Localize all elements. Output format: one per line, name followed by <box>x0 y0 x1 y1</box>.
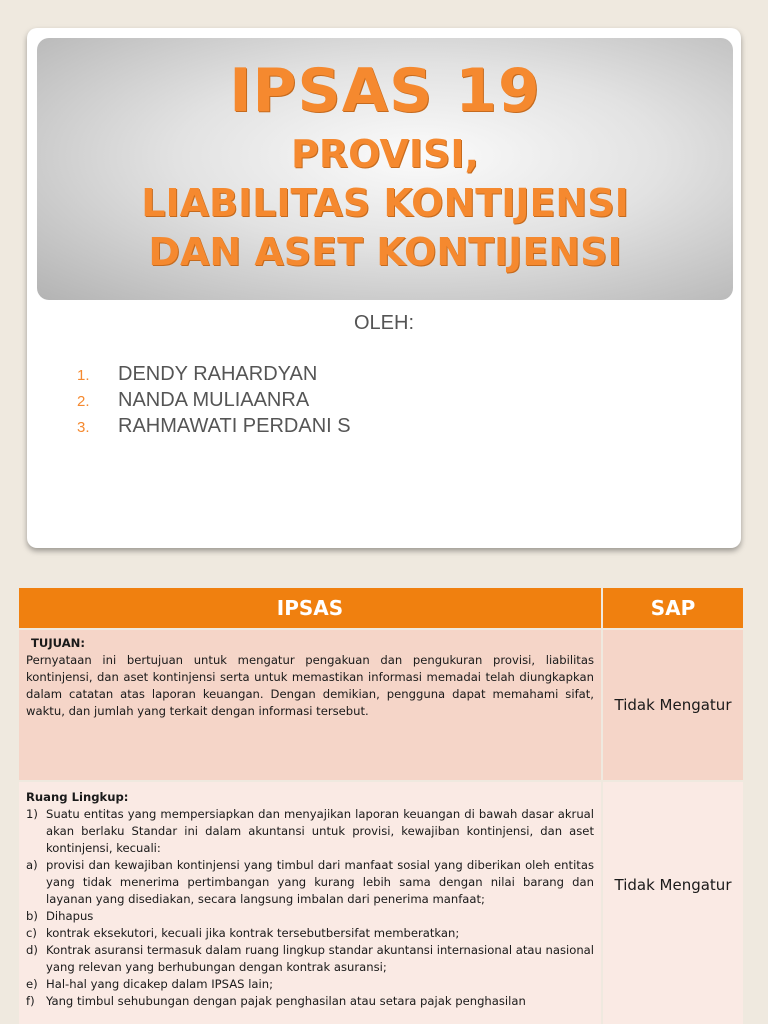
item-text: Dihapus <box>46 909 94 923</box>
scope-list <box>26 806 594 1010</box>
comparison-table <box>19 588 743 1024</box>
list-item <box>26 925 594 942</box>
title-banner <box>37 38 733 300</box>
table-row <box>19 630 743 780</box>
list-item <box>26 908 594 925</box>
author-number: 2. <box>77 393 90 410</box>
header-sap: SAP <box>603 588 743 628</box>
ipsas-cell <box>19 630 601 780</box>
sap-cell <box>603 782 743 1024</box>
author-item <box>77 387 351 413</box>
header-ipsas: IPSAS <box>19 588 601 628</box>
item-label: f) <box>26 994 35 1008</box>
item-label: 1) <box>26 807 38 821</box>
sap-value: Tidak Mengatur <box>614 876 732 894</box>
subtitle-line: DAN ASET KONTIJENSI <box>148 230 622 274</box>
sap-value: Tidak Mengatur <box>614 696 732 714</box>
item-label: b) <box>26 909 38 923</box>
list-item <box>26 806 594 857</box>
row-heading: TUJUAN: <box>31 636 86 650</box>
item-text: Suatu entitas yang mempersiapkan dan menyajikan laporan keuangan di bawah dasar akrual akan berlaku Standar ini dalam akuntansi untuk provisi, kewajiban kontinjensi, dan aset kontinjensi, kecuali: <box>46 807 594 855</box>
author-number: 3. <box>77 419 90 436</box>
author-name: DENDY RAHARDYAN <box>118 363 318 385</box>
item-text: Kontrak asuransi termasuk dalam ruang lingkup standar akuntansi internasional atau nasional yang relevan yang berhubungan dengan kontrak asuransi; <box>46 943 594 974</box>
by-label: OLEH: <box>353 312 415 334</box>
author-item <box>77 413 351 439</box>
slide-title: IPSAS 19 <box>229 56 541 126</box>
item-label: c) <box>26 926 37 940</box>
author-name: NANDA MULIAANRA <box>118 389 310 411</box>
list-item <box>26 942 594 976</box>
item-text: Hal-hal yang dicakep dalam IPSAS lain; <box>46 977 274 991</box>
list-item <box>26 993 594 1010</box>
author-list <box>77 361 351 439</box>
item-text: kontrak eksekutori, kecuali jika kontrak tersebutbersifat memberatkan; <box>46 926 460 940</box>
title-slide <box>27 28 741 548</box>
table-row <box>19 782 743 1024</box>
item-label: d) <box>26 943 38 957</box>
list-item <box>26 976 594 993</box>
item-label: e) <box>26 977 38 991</box>
row-heading: Ruang Lingkup: <box>26 790 129 804</box>
table-header-row <box>19 588 743 628</box>
ipsas-cell <box>19 782 601 1024</box>
item-text: Yang timbul sehubungan dengan pajak penghasilan atau setara pajak penghasilan <box>46 994 526 1008</box>
list-item <box>26 857 594 908</box>
slide-subtitle <box>37 130 733 277</box>
author-name: RAHMAWATI PERDANI S <box>118 415 351 437</box>
author-item <box>77 361 351 387</box>
item-label: a) <box>26 858 38 872</box>
row-text: Pernyataan ini bertujuan untuk mengatur pengakuan dan pengukuran provisi, liabilitas kontinjensi, dan aset kontinjensi serta untuk memastikan informasi memadai telah diungkapkan dalam catatan atas laporan keuangan. Dengan demikian, pengguna dapat memahami sifat, waktu, dan jumlah yang terkait dengan informasi tersebut. <box>26 653 594 718</box>
subtitle-line: PROVISI, <box>291 132 479 176</box>
author-number: 1. <box>77 367 90 384</box>
subtitle-line: LIABILITAS KONTIJENSI <box>141 181 629 225</box>
item-text: provisi dan kewajiban kontinjensi yang timbul dari manfaat sosial yang diberikan oleh entitas yang tidak menerima pertimbangan yang kurang lebih sama dengan nilai barang dan layanan yang disediakan, secara langsung imbalan dari penerima manfaat; <box>46 858 594 906</box>
sap-cell <box>603 630 743 780</box>
